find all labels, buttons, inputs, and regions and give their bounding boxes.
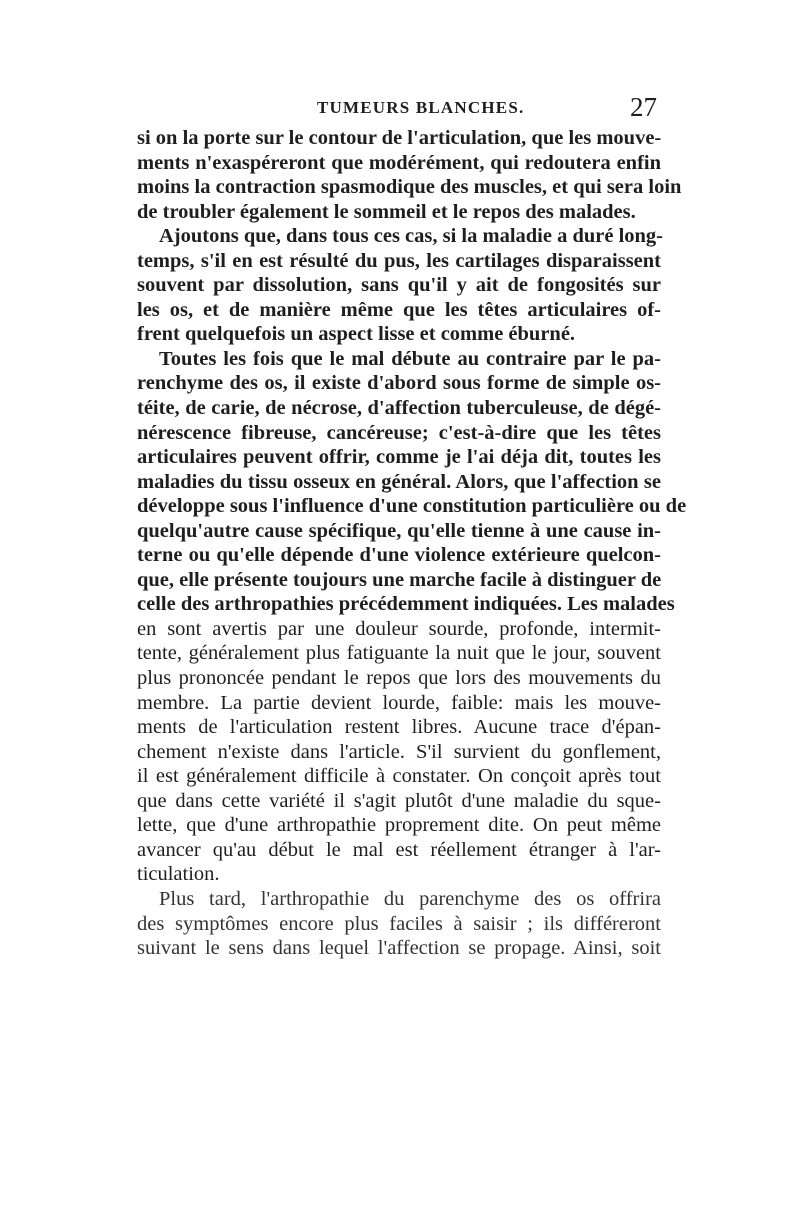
text-line: Toutes les fois que le mal débute au contraire par le pa- — [159, 347, 661, 370]
text-line: en sont avertis par une douleur sourde, profonde, intermit- — [137, 617, 661, 640]
text-line: si on la porte sur le contour de l'articulation, que les mouve- — [137, 127, 662, 149]
text-line: que dans cette variété il s'agit plutôt d'une maladie du sque- — [137, 789, 661, 812]
text-line: membre. La partie devient lourde, faible: mais les mouve- — [137, 691, 661, 714]
text-line: maladies du tissu osseux en général. Alors, que l'affection se — [137, 470, 661, 493]
page-number: 27 — [630, 92, 657, 122]
text-line: des symptômes encore plus faciles à saisir ; ils différeront — [137, 912, 661, 935]
text-line: Ajoutons que, dans tous ces cas, si la maladie a duré long- — [159, 225, 664, 248]
text-line: de troubler également le sommeil et le repos des malades. — [137, 200, 636, 223]
body-text — [137, 126, 687, 961]
text-line: les os, et de manière même que les têtes articulaires of- — [137, 298, 661, 321]
text-line: celle des arthropathies précédemment indiquées. Les malades — [137, 593, 675, 616]
text-line: terne ou qu'elle dépende d'une violence extérieure quelcon- — [137, 544, 661, 567]
text-line: ticulation. — [137, 863, 220, 886]
text-line: souvent par dissolution, sans qu'il y ait de fongosités sur — [137, 274, 661, 297]
text-line: nérescence fibreuse, cancéreuse; c'est-à-dire que les têtes — [137, 421, 661, 444]
text-line: tente, généralement plus fatiguante la nuit que le jour, souvent — [137, 642, 661, 665]
text-line: suivant le sens dans lequel l'affection se propage. Ainsi, soit — [137, 937, 661, 960]
running-title: TUMEURS BLANCHES. — [317, 98, 525, 117]
text-line: articulaires peuvent offrir, comme je l'ai déja dit, toutes les — [137, 446, 661, 469]
text-line: temps, s'il en est résulté du pus, les cartilages disparaissent — [137, 249, 661, 272]
text-line: développe sous l'influence d'une constitution particulière ou de — [137, 495, 687, 518]
text-line: quelqu'autre cause spécifique, qu'elle tienne à une cause in- — [137, 519, 661, 542]
text-line: ments n'exaspéreront que modérément, qui redoutera enfin — [137, 151, 661, 174]
text-line: téite, de carie, de nécrose, d'affection tuberculeuse, de dégé- — [137, 397, 661, 420]
running-head — [137, 92, 661, 122]
text-line: frent quelquefois un aspect lisse et comme éburné. — [137, 323, 576, 346]
text-line: il est généralement difficile à constater. On conçoit après tout — [137, 765, 661, 788]
text-line: Plus tard, l'arthropathie du parenchyme des os offrira — [159, 887, 661, 910]
text-line: avancer qu'au début le mal est réellement étranger à l'ar- — [137, 838, 661, 861]
text-line: lette, que d'une arthropathie proprement dite. On peut même — [137, 814, 661, 837]
text-line: chement n'existe dans l'article. S'il survient du gonflement, — [137, 740, 661, 763]
text-line: plus prononcée pendant le repos que lors des mouvements du — [137, 667, 661, 690]
text-line: ments de l'articulation restent libres. Aucune trace d'épan- — [137, 716, 661, 739]
text-line: renchyme des os, il existe d'abord sous forme de simple os- — [137, 372, 661, 395]
text-line: moins la contraction spasmodique des muscles, et qui sera loin — [137, 176, 682, 199]
text-line: que, elle présente toujours une marche facile à distinguer de — [137, 568, 662, 591]
